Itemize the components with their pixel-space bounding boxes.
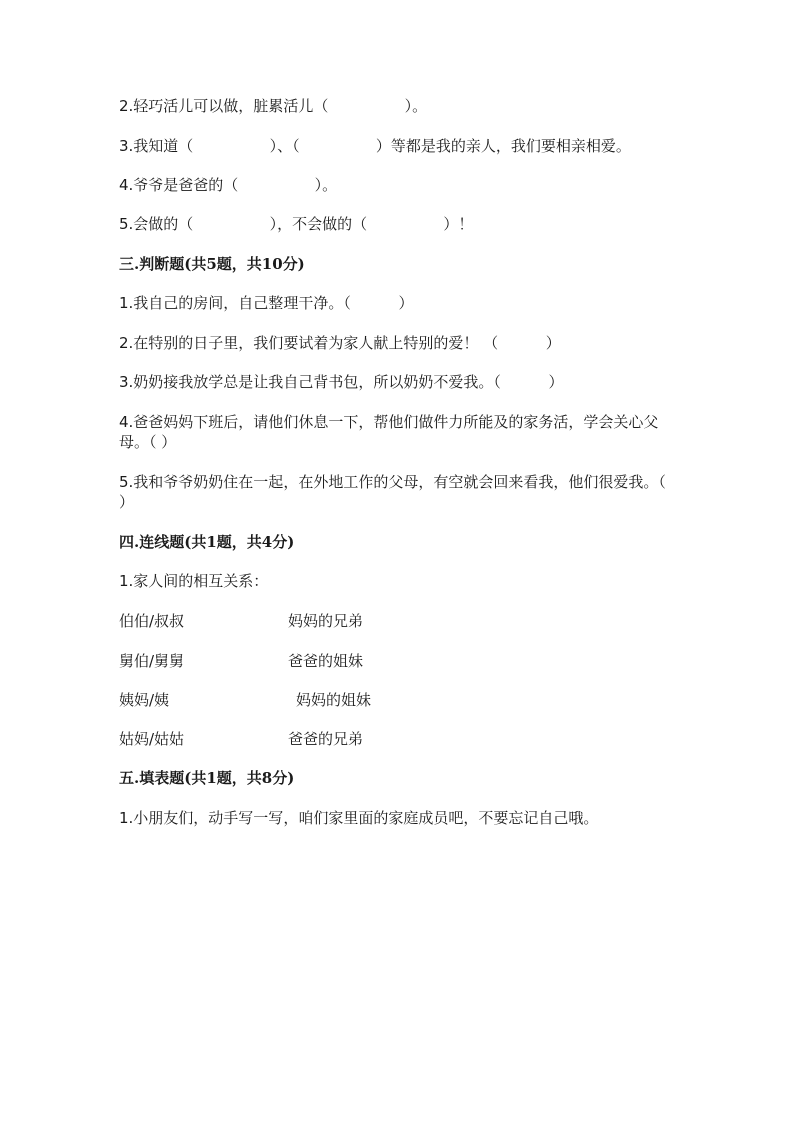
judge-question-2: 2.在特别的日子里，我们要试着为家人献上特别的爱！ （ ） [119,334,561,352]
judge-section-heading: 三.判断题(共5题，共10分) [119,255,305,273]
match-question-1: 1.家人间的相互关系： [119,572,269,590]
fill-blank-question-3: 3.我知道（ ）、（ ）等都是我的亲人，我们要相亲相爱。 [119,137,631,155]
match-right-item: 妈妈的姐妹 [296,691,372,709]
match-section-heading: 四.连线题(共1题，共4分) [119,533,295,551]
match-right-item: 爸爸的姐妹 [288,652,364,670]
table-question-1: 1.小朋友们，动手写一写，咱们家里面的家庭成员吧，不要忘记自己哦。 [119,809,599,827]
fill-blank-question-2: 2.轻巧活儿可以做，脏累活儿（ ）。 [119,97,428,115]
match-right-item: 爸爸的兄弟 [288,730,364,748]
match-left-item: 姨妈/姨 [119,691,170,709]
match-left-item: 舅伯/舅舅 [119,652,185,670]
judge-question-3: 3.奶奶接我放学总是让我自己背书包，所以奶奶不爱我。（ ） [119,373,564,391]
fill-blank-question-4: 4.爷爷是爸爸的（ ）。 [119,176,338,194]
judge-question-5: 5.我和爷爷奶奶住在一起，在外地工作的父母，有空就会回来看我，他们很爱我。（ ） [119,473,666,511]
table-section-heading: 五.填表题(共1题，共8分) [119,769,295,787]
fill-blank-question-5: 5.会做的（ ），不会做的（ ）！ [119,215,474,233]
judge-question-1: 1.我自己的房间，自己整理干净。（ ） [119,294,414,312]
match-left-item: 伯伯/叔叔 [119,612,185,630]
match-right-item: 妈妈的兄弟 [288,612,364,630]
judge-question-4: 4.爸爸妈妈下班后，请他们休息一下，帮他们做件力所能及的家务活，学会关心父母。（ ） [119,413,659,451]
match-left-item: 姑妈/姑姑 [119,730,185,748]
